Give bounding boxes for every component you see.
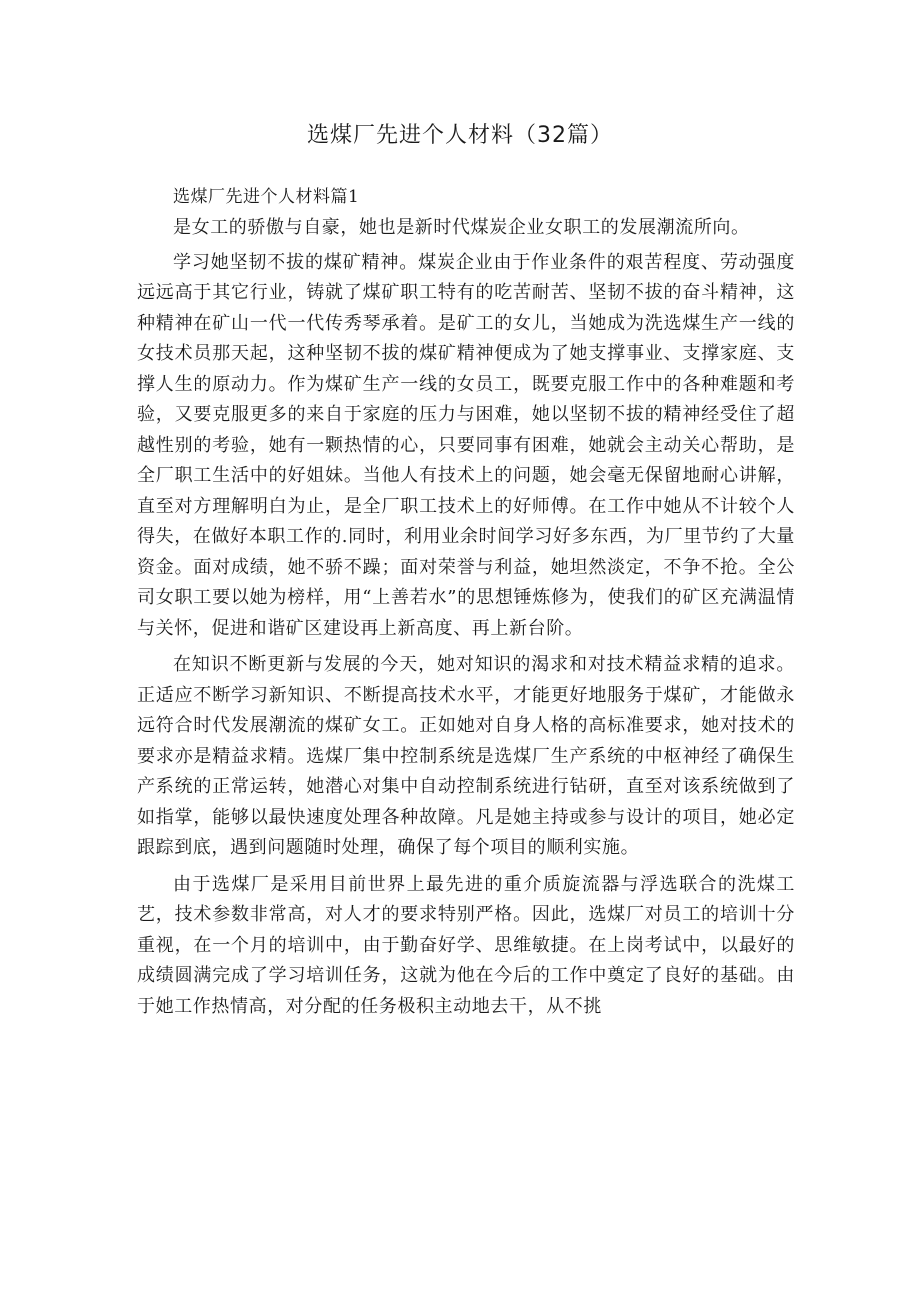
- paragraph: 由于选煤厂是采用目前世界上最先进的重介质旋流器与浮选联合的洗煤工艺，技术参数非常高，对人才的要求特别严格。因此，选煤厂对员工的培训十分重视，在一个月的培训中，由于勤奋好学、思维敏捷。在上岗考试中，以最好的成绩圆满完成了学习培训任务，这就为他在今后的工作中奠定了良好的基础。由于她工作热情高，对分配的任务极积主动地去干，从不挑: [137, 873, 795, 1017]
- section-heading: 选煤厂先进个人材料篇1: [173, 187, 360, 207]
- paragraph: 学习她坚韧不拔的煤矿精神。煤炭企业由于作业条件的艰苦程度、劳动强度远远高于其它行业，铸就了煤矿职工特有的吃苦耐苦、坚韧不拔的奋斗精神，这种精神在矿山一代一代传秀琴承着。是矿工的女儿，当她成为洗选煤生产一线的女技术员那天起，这种坚韧不拔的煤矿精神便成为了她支撑事业、支撑家庭、支撑人生的原动力。作为煤矿生产一线的女员工，既要克服工作中的各种难题和考验，又要克服更多的来自于家庭的压力与困难，她以坚韧不拔的精神经受住了超越性别的考验，她有一颗热情的心，只要同事有困难，她就会主动关心帮助，是全厂职工生活中的好姐妹。当他人有技术上的问题，她会毫无保留地耐心讲解，直至对方理解明白为止，是全厂职工技术上的好师傅。在工作中她从不计较个人得失，在做好本职工作的.同时，利用业余时间学习好多东西，为厂里节约了大量资金。面对成绩，她不骄不躁；面对荣誉与利益，她坦然淡定，不争不抢。全公司女职工要以她为榜样，用“上善若水”的思想锤炼修为，使我们的矿区充满温情与关怀，促进和谐矿区建设再上新高度、再上新台阶。: [137, 251, 795, 639]
- paragraph: 是女工的骄傲与自豪，她也是新时代煤炭企业女职工的发展潮流所向。: [173, 217, 750, 238]
- document-body: [137, 181, 795, 1022]
- paragraph: 在知识不断更新与发展的今天，她对知识的渴求和对技术精益求精的追求。正适应不断学习新知识、不断提高技术水平，才能更好地服务于煤矿，才能做永远符合时代发展潮流的煤矿女工。正如她对自身人格的高标准要求，她对技术的要求亦是精益求精。选煤厂集中控制系统是选煤厂生产系统的中枢神经了确保生产系统的正常运转，她潜心对集中自动控制系统进行钻研，直至对该系统做到了如指掌，能够以最快速度处理各种故障。凡是她主持或参与设计的项目，她必定跟踪到底，遇到问题随时处理，确保了每个项目的顺利实施。: [137, 654, 795, 858]
- document-title: 选煤厂先进个人材料（32篇）: [307, 123, 613, 148]
